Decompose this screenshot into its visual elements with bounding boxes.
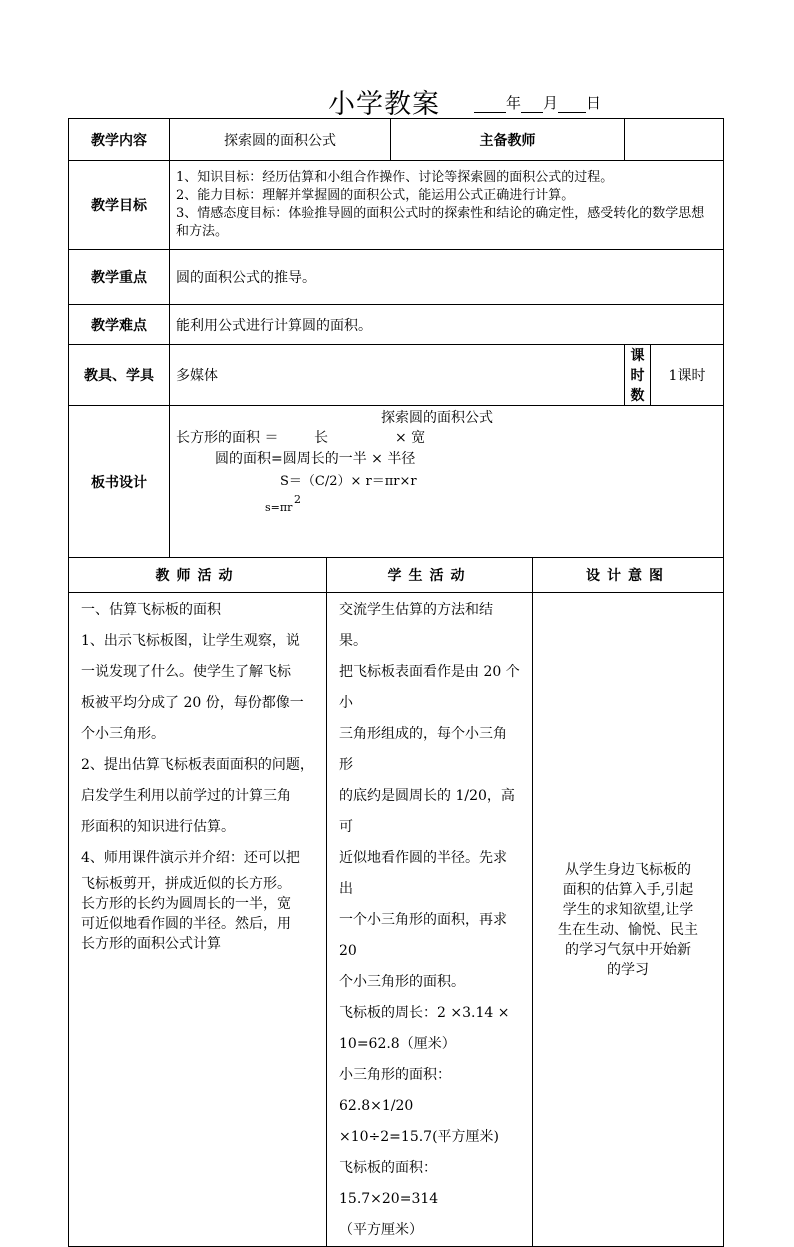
teacher-line: 1、出示飞标板图，让学生观察，说 [81, 633, 300, 649]
month-label: 月 [543, 94, 559, 112]
year-blank [474, 98, 506, 113]
goals-cell [170, 161, 724, 250]
student-line: 近似地看作圆的半径。先求出 [339, 850, 507, 897]
student-activity-text [327, 593, 532, 1246]
page-title: 小学教案 [328, 89, 440, 120]
student-line: 交流学生估算的方法和结果。 [339, 602, 493, 649]
teacher-value [625, 119, 724, 161]
board-line4-exponent: 2 [294, 492, 301, 506]
tools-row [69, 345, 724, 406]
periods-label: 课时数 [625, 345, 651, 406]
teacher-line: 个小三角形。 [81, 726, 165, 742]
student-line: 一个小三角形的面积，再求 20 [339, 912, 507, 959]
key-label: 教学重点 [69, 250, 170, 305]
board-design [170, 407, 723, 557]
student-line: 把飞标板表面看作是由 20 个小 [339, 664, 520, 711]
content-label: 教学内容 [69, 119, 170, 161]
student-line: 飞标板的周长：2 ×3.14 × [339, 1005, 510, 1021]
board-line1-c: × 宽 [395, 429, 426, 446]
student-line: 10=62.8（厘米） [339, 1036, 456, 1052]
intent-line: 的学习气氛中开始新 [565, 941, 691, 958]
content-row [69, 119, 724, 161]
board-row [69, 406, 724, 558]
teacher-line: 4、师用课件演示并介绍：还可以把 [81, 850, 300, 866]
goals-label: 教学目标 [69, 161, 170, 250]
board-line3: S＝（C/2）× r＝πr×r [280, 473, 417, 489]
day-label: 日 [586, 94, 602, 112]
student-line: 小三角形的面积：62.8×1/20 [339, 1067, 451, 1114]
key-value: 圆的面积公式的推导。 [170, 250, 724, 305]
teacher-activity-cell [69, 593, 327, 1247]
content-value: 探索圆的面积公式 [170, 119, 391, 161]
board-line1-b: 长 [314, 429, 328, 446]
teacher-line: 一、估算飞标板的面积 [81, 602, 221, 618]
intent-line: 的学习 [607, 961, 649, 978]
board-line2: 圆的面积=圆周长的一半 × 半径 [215, 450, 416, 467]
month-blank [521, 98, 543, 113]
difficulty-row [69, 305, 724, 345]
goal-knowledge: 1、知识目标：经历估算和小组合作操作、讨论等探索圆的面积公式的过程。 [176, 170, 614, 185]
student-line: 飞标板的面积：15.7×20=314 [339, 1160, 439, 1207]
student-line: 个小三角形的面积。 [339, 974, 465, 990]
intent-line: 从学生身边飞标板的 [565, 861, 691, 878]
design-intent-header: 设计意图 [533, 558, 724, 593]
teacher-line: 可近似地看作圆的半径。然后，用 [81, 916, 291, 932]
date-line [474, 92, 601, 113]
teacher-line: 一说发现了什么。使学生了解飞标 [81, 664, 291, 680]
student-activity-header: 学生活动 [327, 558, 533, 593]
key-row [69, 250, 724, 305]
teacher-activity-text [69, 593, 326, 954]
teacher-line: 长方形的长约为圆周长的一半，宽 [81, 896, 291, 912]
activity-header-row [69, 558, 724, 593]
goals-row [69, 161, 724, 250]
teacher-line: 2、提出估算飞标板表面面积的问题， [81, 757, 314, 773]
tools-value: 多媒体 [170, 345, 625, 406]
teacher-activity-header: 教师活动 [69, 558, 327, 593]
student-line: 的底约是圆周长的 1/20，高可 [339, 788, 515, 835]
board-label: 板书设计 [69, 406, 170, 558]
board-cell [170, 406, 724, 558]
board-line4: s=πr [265, 500, 293, 514]
student-activity-cell [327, 593, 533, 1247]
student-line: 三角形组成的，每个小三角形 [339, 726, 507, 773]
difficulty-value: 能利用公式进行计算圆的面积。 [170, 305, 724, 345]
goal-attitude: 3、情感态度目标：体验推导圆的面积公式时的探索性和结论的确定性，感受转化的数学思想和方法。 [176, 206, 705, 239]
teacher-line: 启发学生利用以前学过的计算三角 [81, 788, 291, 804]
teacher-line: 板被平均分成了 20 份，每份都像一 [81, 695, 304, 711]
intent-line: 生在生动、愉悦、民主 [558, 921, 698, 938]
lesson-plan-table [68, 118, 724, 1247]
difficulty-label: 教学难点 [69, 305, 170, 345]
activity-row [69, 593, 724, 1247]
design-intent-cell [533, 593, 724, 1247]
teacher-line: 形面积的知识进行估算。 [81, 819, 235, 835]
intent-line: 面积的估算入手,引起 [562, 881, 694, 898]
tools-label: 教具、学具 [69, 345, 170, 406]
teacher-line: 长方形的面积公式计算 [81, 936, 221, 952]
student-line: ×10÷2=15.7(平方厘米) [339, 1129, 500, 1145]
goal-ability: 2、能力目标：理解并掌握圆的面积公式，能运用公式正确进行计算。 [176, 188, 575, 203]
teacher-line: 飞标板剪开，拼成近似的长方形。 [81, 876, 291, 892]
board-heading: 探索圆的面积公式 [381, 409, 493, 426]
day-blank [558, 98, 586, 113]
teacher-label: 主备教师 [391, 119, 625, 161]
periods-value: 1课时 [651, 345, 724, 406]
year-label: 年 [506, 94, 522, 112]
intent-line: 学生的求知欲望,让学 [562, 901, 694, 918]
student-line: （平方厘米） [339, 1222, 423, 1238]
board-line1-a: 长方形的面积 ＝ [176, 429, 279, 446]
